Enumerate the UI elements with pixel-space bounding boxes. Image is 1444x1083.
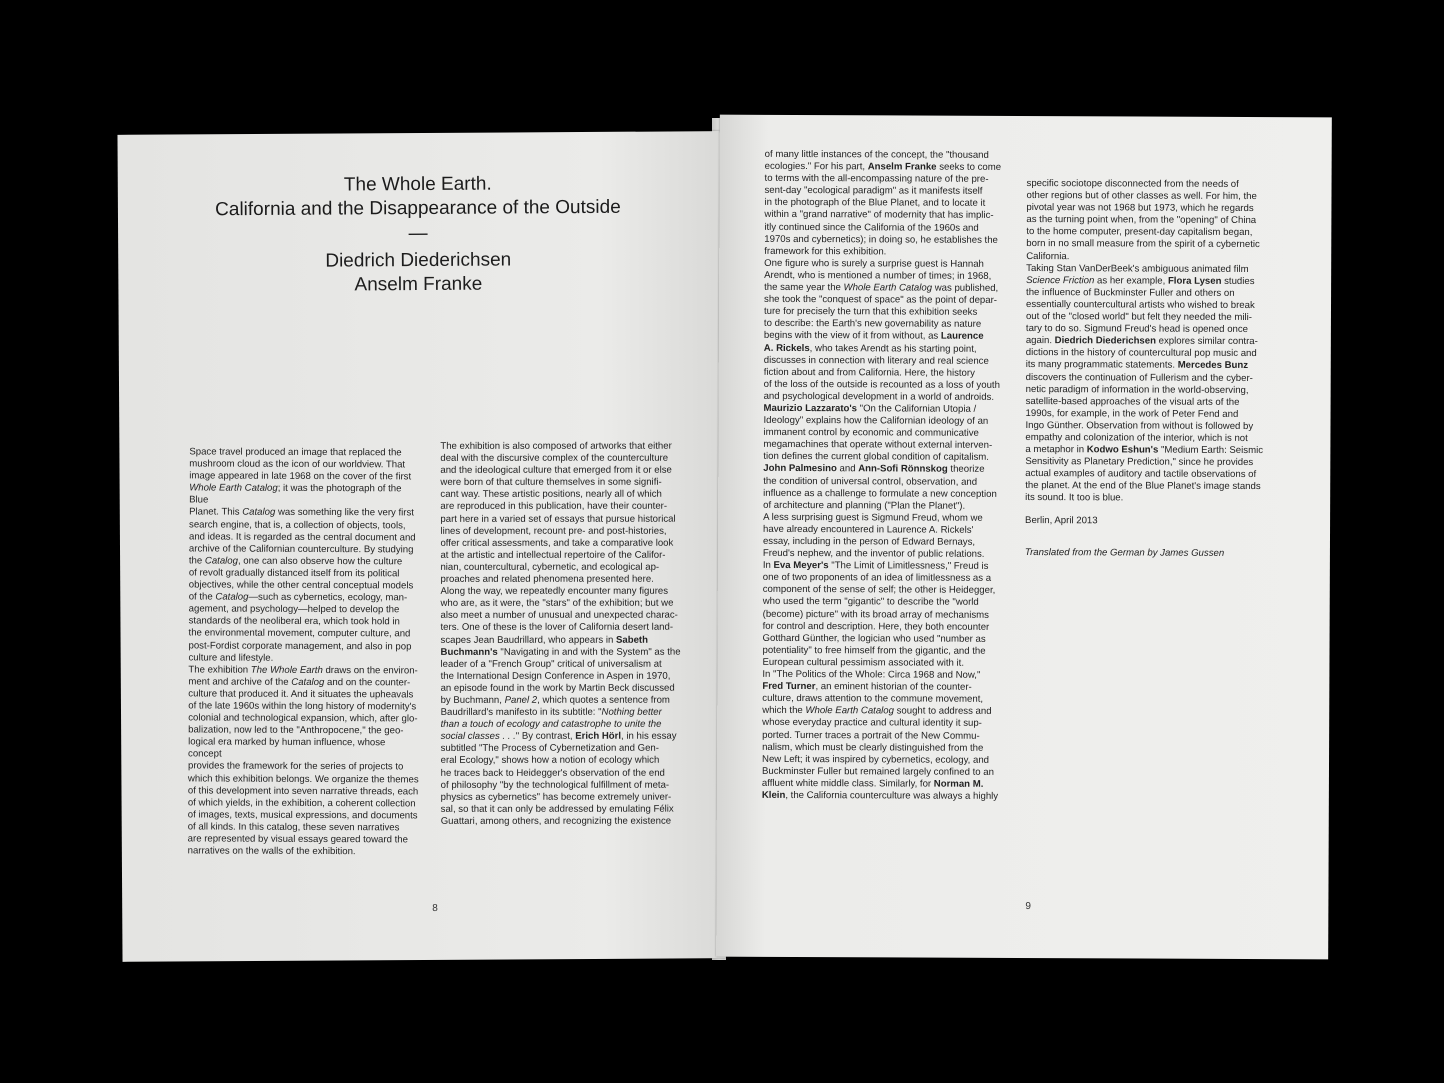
title-line-2: California and the Disappearance of the Outside [215, 196, 621, 221]
title-dash: — [408, 222, 428, 245]
title-block [178, 172, 659, 299]
authors [178, 248, 658, 299]
author-2: Anselm Franke [354, 273, 483, 296]
page-number-right: 9 [1025, 901, 1031, 913]
text-column-4: specific sociotope disconnected from the needs of other regions but of other classes as well. For him, the pivotal year was not 1968 but 1973, which he regards as the turning point when, from the "opening" of China to the home computer, present-day capitalism began, born in no small measure from the spirit of a cybernetic California. Taking Stan VanDerBeek's ambiguous animated film Science Friction as her example, Flora Lysen studies the influence of Buckminster Fuller and others on essentially countercultural artists who wished to break out of the "closed world" but felt they needed the mili- tary to do so. Sigmund Freud's head is opened once again. Diedrich Diederichsen explores similar contra- dictions in the history of countercultural pop music and its many programmatic statements. Mercedes Bunz discovers the continuation of Fullerism and the cyber- netic paradigm of information in the world-observing, satellite-based approaches of the visual arts of the 1990s, for example, in the work of Peter Fend and Ingo Günther. Observation from without is followed by empathy and colonization of the interior, which is not a metaphor in Kodwo Eshun's "Medium Earth: Seismic Sensitivity as Planetary Prediction," since he provides actual examples of auditory and tactile observations of the planet. At the end of the Blue Planet's image stands its sound. It too is blue. Berlin, April 2013 Translated from the German by James Gussen [1025, 178, 1285, 560]
right-page [716, 115, 1332, 960]
left-page [117, 131, 725, 962]
page-number-left: 8 [432, 902, 438, 914]
translation-credit: Translated from the German by James Gussen [1024, 546, 1225, 559]
text-column-2: The exhibition is also composed of artworks that either deal with the discursive complex of the counterculture and the ideological culture that emerged from it or else were born of that culture themselves in some signifi- cant way. These artistic positions, nearly all of which are reproduced in this publication, have their counter- part here in a varied set of essays that pursue historical lines of development, recount pre- and post-histories, offer critical assessments, and take a comparative look at the artistic and intellectual repertoire of the Califor- nian, countercultural, cybernetic, and ecological ap- proaches and related phenomena presented here. Along the way, we repeatedly encounter many figures who are, as it were, the "stars" of the exhibition; but we also meet a number of unusual and unexpected charac- ters. One of these is the lover of California desert land- scapes Jean Baudrillard, who appears in Sabeth Buchmann's "Navigating in and with the System" as the leader of a "French Group" critical of universalism at the International Design Conference in Aspen in 1970, an episode found in the work by Martin Beck discussed by Buchmann, Panel 2, which quotes a sentence from Baudrillard's manifesto in its subtitle: "Nothing better than a touch of ecology and catastrophe to unite the social classes . . ." By contrast, Erich Hörl, in his essay subtitled "The Process of Cybernetization and Gen- eral Ecology," shows how a notion of ecology which he traces back to Heidegger's observation of the end of philosophy "by the technological fulfillment of meta- physics as cybernetics" has become extremely univer- sal, so that it can only be addressed by emulating Félix Guattari, among others, and recognizing the existence [440, 440, 681, 827]
text-column-1: Space travel produced an image that replaced the mushroom cloud as the icon of our worldview. That image appeared in late 1968 on the cover of the first Whole Earth Catalog; it was the photograph of the Blue Planet. This Catalog was something like the very first search engine, that is, a collection of objects, tools, and ideas. It is regarded as the central document and archive of the Californian counterculture. By studying the Catalog, one can also observe how the culture of revolt gradually distanced itself from its political objectives, while the other central conceptual models of the Catalog—such as cybernetics, ecology, man- agement, and psychology—helped to develop the standards of the neoliberal era, which took hold in the environmental movement, computer culture, and post-Fordist corporate management, and also in pop culture and lifestyle. The exhibition The Whole Earth draws on the environ- ment and archive of the Catalog and on the counter- culture that produced it. And it situates the upheavals of the late 1960s within the long history of modernity's colonial and technological expansion, which, after glo- balization, now led to the "Anthropocene," the geo- logical era marked by human influence, whose concept provides the framework for the series of projects to which this exhibition belongs. We organize the themes of this development into seven narrative threads, each of which yields, in the exhibition, a coherent collection of images, texts, musical expressions, and documents of all kinds. In this catalog, these seven narratives are represented by visual essays geared toward the narratives on the walls of the exhibition. [187, 446, 419, 858]
page-title [178, 172, 658, 223]
text-column-3: of many little instances of the concept, the "thousand ecologies." For his part, Anselm Franke seeks to come to terms with the all-encompassing nature of the pre- sent-day "ecological paradigm" as it manifests itself in the photograph of the Blue Planet, and to locate it within a "grand narrative" of modernity that has implic- itly continued since the California of the 1960s and 1970s and cybernetics); in doing so, he establishes the framework for this exhibition. One figure who is surely a surprise guest is Hannah Arendt, who is mentioned a number of times; in 1968, the same year the Whole Earth Catalog was published, she took the "conquest of space" as the point of depar- ture for precisely the turn that this exhibition seeks to describe: the Earth's new governability as nature begins with the view of it from without, as Laurence A. Rickels, who takes Arendt as his starting point, discusses in connection with literary and real science fiction about and from California. Here, the history of the loss of the outside is recounted as a loss of youth and psychological development in a world of androids. Maurizio Lazzarato's "On the Californian Utopia / Ideology" explains how the Californian ideology of an immanent control by economic and communicative megamachines that operate without external interven- tion defines the current global condition of capitalism. John Palmesino and Ann-Sofi Rönnskog theorize the condition of universal control, observation, and influence as a challenge to formulate a new conception of architecture and planning ("Plan the Planet"). A less surprising guest is Sigmund Freud, whom we have already encountered in Laurence A. Rickels' essay, including in the person of Edward Bernays, Freud's nephew, and the inventor of public relations. In Eva Meyer's "The Limit of Limitlessness," Freud is one of two proponents of an idea of limitlessness as a component of the sense of self; the other is Heidegger, who used the term "gigantic" to describe the "world (become) picture" with its broad array of mechanisms for control and description. Here, they both encounter Gotthard Günther, the logician who used "number as potentiality" to free himself from the gigantic, and the European cultural pessimism associated with it. In "The Politics of the Whole: Circa 1968 and Now," Fred Turner, an eminent historian of the counter- culture, draws attention to the commune movement, which the Whole Earth Catalog sought to address and whose everyday practice and cultural identity it sup- ported. Turner traces a portrait of the New Commu- nalism, which must be clearly distinguished from the New Left; it was inspired by cybernetics, ecology, and Buckminster Fuller but remained largely confined to an affluent white middle class. Similarly, for Norman M. Klein, the California counterculture was always a highly [761, 148, 1002, 802]
place-date: Berlin, April 2013 [1025, 514, 1098, 526]
author-1: Diedrich Diederichsen [325, 249, 512, 272]
title-line-1: The Whole Earth. [343, 173, 492, 196]
